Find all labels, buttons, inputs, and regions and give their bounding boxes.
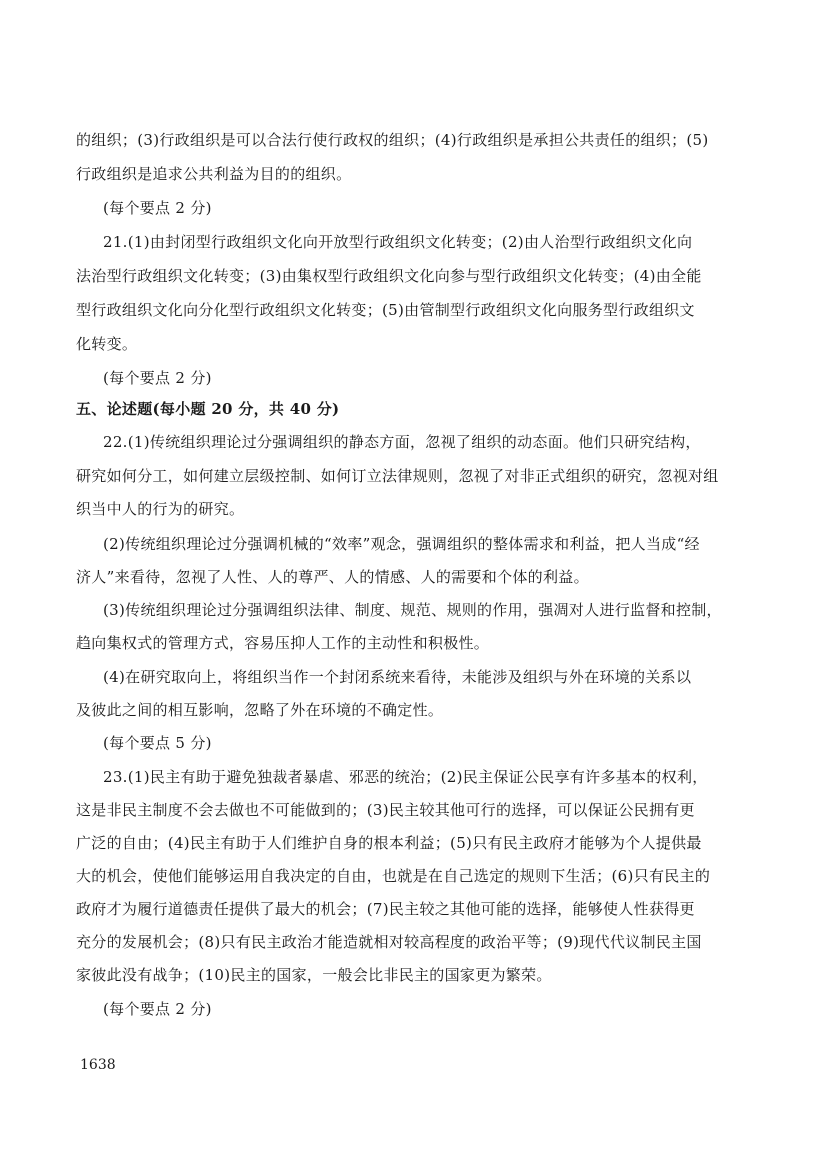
text-line: 这是非民主制度不会去做也不可能做到的；(3)民主较其他可行的选择，可以保证公民拥有更	[76, 801, 695, 819]
text-line: 的组织；(3)行政组织是可以合法行使行政权的组织；(4)行政组织是承担公共责任的组织；(5)	[76, 131, 709, 149]
text-line: 济人”来看待，忽视了人性、人的尊严、人的情感、人的需要和个体的利益。	[76, 568, 589, 586]
score-note: (每个要点 2 分)	[103, 369, 212, 387]
text-line: 大的机会，使他们能够运用自我决定的自由，也就是在自己选定的规则下生活；(6)只有民主的	[76, 867, 711, 885]
answer-21-line: 21.(1)由封闭型行政组织文化向开放型行政组织文化转变；(2)由人治型行政组织文化向	[103, 233, 693, 251]
text-line: 充分的发展机会；(8)只有民主政治才能造就相对较高程度的政治平等；(9)现代代议制民主国	[76, 933, 702, 951]
text-line: 政府才为履行道德责任提供了最大的机会；(7)民主较之其他可能的选择，能够使人性获得更	[76, 900, 695, 918]
text-line: 法治型行政组织文化转变；(3)由集权型行政组织文化向参与型行政组织文化转变；(4)由全能	[76, 267, 702, 285]
score-note: (每个要点 2 分)	[103, 199, 212, 217]
text-line: 行政组织是追求公共利益为目的的组织。	[76, 165, 352, 183]
text-line: 研究如何分工，如何建立层级控制、如何订立法律规则，忽视了对非正式组织的研究，忽视对组	[76, 467, 719, 485]
score-note: (每个要点 5 分)	[103, 734, 212, 752]
answer-23-line: 23.(1)民主有助于避免独裁者暴虐、邪恶的统治；(2)民主保证公民享有许多基本的权利，	[103, 768, 708, 786]
text-line: (3)传统组织理论过分强调组织法律、制度、规范、规则的作用，强凋对人进行监督和控制，	[103, 601, 722, 619]
text-line: 及彼此之间的相互影响，忽略了外在环境的不确定性。	[76, 701, 444, 719]
text-line: (2)传统组织理论过分强调机械的“效率”观念，强调组织的整体需求和利益，把人当成“经	[103, 535, 700, 553]
text-line: 趋向集权式的管理方式，容易压抑人工作的主动性和积极性。	[76, 634, 490, 652]
score-note: (每个要点 2 分)	[103, 1000, 212, 1018]
text-line: 织当中人的行为的研究。	[76, 500, 245, 518]
text-line: 型行政组织文化向分化型行政组织文化转变；(5)由管制型行政组织文化向服务型行政组织文	[76, 301, 695, 319]
text-line: 化转变。	[76, 335, 138, 353]
text-line: 家彼此没有战争；(10)民主的国家，一般会比非民主的国家更为繁荣。	[76, 966, 552, 984]
answer-22-line: 22.(1)传统组织理论过分强调组织的静态方面，忽视了组织的动态面。他们只研究结构，	[103, 433, 701, 451]
page-number: 1638	[80, 1057, 116, 1073]
text-line: (4)在研究取向上，将组织当作一个封闭系统来看待，未能涉及组织与外在环境的关系以	[103, 668, 692, 686]
text-line: 广泛的自由；(4)民主有助于人们维护自身的根本利益；(5)只有民主政府才能够为个人提供最	[76, 834, 702, 852]
section-heading: 五、论述题(每小题 20 分，共 40 分)	[76, 400, 340, 418]
